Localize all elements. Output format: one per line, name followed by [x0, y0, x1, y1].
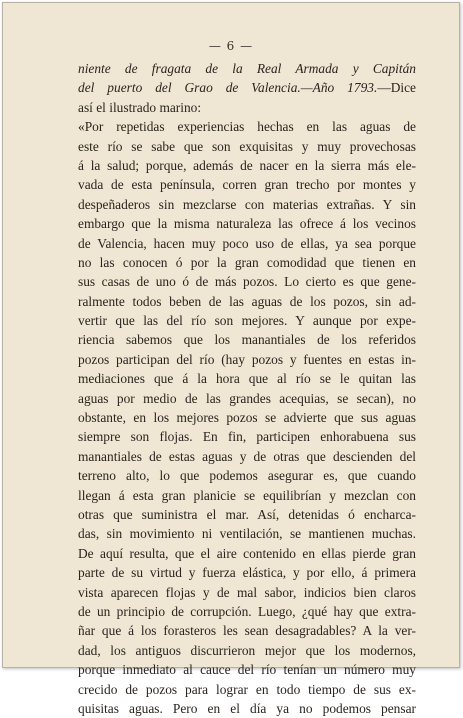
roman-text: De aquí resulta, que el aire contenido en ellas pierde gran	[78, 545, 416, 561]
text-line	[78, 563, 416, 582]
scanned-page	[2, 2, 460, 716]
roman-text: riencia sabemos que los manantiales de los referidos	[78, 332, 416, 348]
text-line	[78, 408, 416, 427]
roman-text: no las conocen ó por la gran comodidad que tienen en	[78, 254, 416, 270]
roman-text: llegan á esta gran planicie se equilibrían y mezclan con	[78, 487, 416, 503]
roman-text: dad, los antiguos discurrieron mejor que los modernos,	[78, 642, 416, 658]
roman-text: despeñaderos sin mezclarse con materias extrañas. Y sin	[78, 196, 416, 212]
text-line	[78, 98, 416, 117]
roman-text: mediaciones que á la hora que al río se le quitan las	[78, 371, 416, 387]
roman-text: otras que suministra el mar. Así, detenidas ó encharca-	[78, 506, 416, 522]
roman-text: quisitas aguas. Pero en el día ya no podemos pensar	[78, 700, 416, 716]
text-line	[78, 156, 416, 175]
roman-text: de Valencia, hacen muy poco uso de ellas, ya sea porque	[78, 235, 416, 251]
text-line	[78, 447, 416, 466]
text-line	[78, 330, 416, 349]
italic-text: niente de fragata de la Real Armada y Capitán	[78, 61, 416, 76]
roman-text: pozos participan del río (hay pozos y fuentes en estas in-	[78, 351, 416, 367]
text-line	[78, 234, 416, 253]
text-line	[78, 195, 416, 214]
roman-text: ralmente todos beben de las aguas de los pozos, sin ad-	[78, 293, 416, 309]
text-line	[78, 253, 416, 272]
text-line	[78, 524, 416, 543]
roman-text: das, sin movimiento ni ventilación, se mantienen muchas.	[78, 526, 416, 542]
text-line	[78, 117, 416, 136]
text-line	[78, 311, 416, 330]
text-line	[78, 78, 416, 97]
roman-text: manantiales de estas aguas y de otras que descienden del	[78, 448, 416, 464]
text-line	[78, 350, 416, 369]
roman-text: así el ilustrado marino:	[78, 99, 202, 115]
roman-text: «Por repetidas experiencias hechas en las aguas de	[78, 119, 416, 135]
text-line	[78, 466, 416, 485]
text-line	[78, 175, 416, 194]
text-line	[78, 660, 416, 679]
roman-text: aguas por medio de las grandes acequias, se secan), no	[78, 390, 416, 406]
roman-text: este río se sabe que son exquisitas y muy provechosas	[78, 138, 416, 154]
roman-text: parte de su virtud y fuerza elástica, y por ello, á primera	[78, 565, 416, 581]
roman-text: sus casas de uno ó de más pozos. Lo cierto es que gene-	[78, 274, 416, 290]
roman-text: embargo que la misma naturaleza las ofrece á los vecinos	[78, 216, 416, 232]
text-line	[78, 486, 416, 505]
roman-text: de un principio de corrupción. Luego, ¿qué hay que extra-	[78, 603, 416, 619]
text-line	[78, 137, 416, 156]
text-line	[78, 699, 416, 718]
text-line	[78, 680, 416, 699]
text-line	[78, 292, 416, 311]
text-line	[78, 389, 416, 408]
roman-text: crecido de pozos para lograr en todo tiempo de sus ex-	[78, 681, 416, 697]
roman-text: terreno alto, lo que podemos asegurar es, que cuando	[78, 468, 416, 484]
body-text	[78, 59, 416, 718]
page-number: — 6 —	[208, 39, 254, 53]
roman-text: vada de esta península, corren gran trecho por montes y	[78, 177, 416, 193]
text-line	[78, 369, 416, 388]
text-line	[78, 641, 416, 660]
roman-text: —Dice	[377, 80, 416, 96]
roman-text: á la salud; porque, además de nacer en la sierra más ele-	[78, 157, 416, 173]
text-line	[78, 272, 416, 291]
text-line	[78, 214, 416, 233]
roman-text: porque inmediato al cauce del río tenían un número muy	[78, 662, 416, 678]
roman-text: siempre son flojas. En fin, participen enhorabuena sus	[78, 429, 416, 445]
text-line	[78, 505, 416, 524]
text-line	[78, 59, 416, 78]
text-line	[78, 621, 416, 640]
roman-text: ñar que á los forasteros les sean desagradables? A la ver-	[78, 623, 416, 639]
italic-text: del puerto del Grao de Valencia.—Año 1793.	[78, 80, 378, 96]
text-line	[78, 427, 416, 446]
text-line	[78, 544, 416, 563]
roman-text: vertir que las del río son mejores. Y aunque por expe-	[78, 313, 416, 329]
roman-text: vista aparecen flojas y de mal sabor, indicios bien claros	[78, 584, 416, 600]
text-line	[78, 602, 416, 621]
text-line	[78, 583, 416, 602]
roman-text: obstante, en los mejores pozos se advierte que sus aguas	[78, 410, 416, 426]
